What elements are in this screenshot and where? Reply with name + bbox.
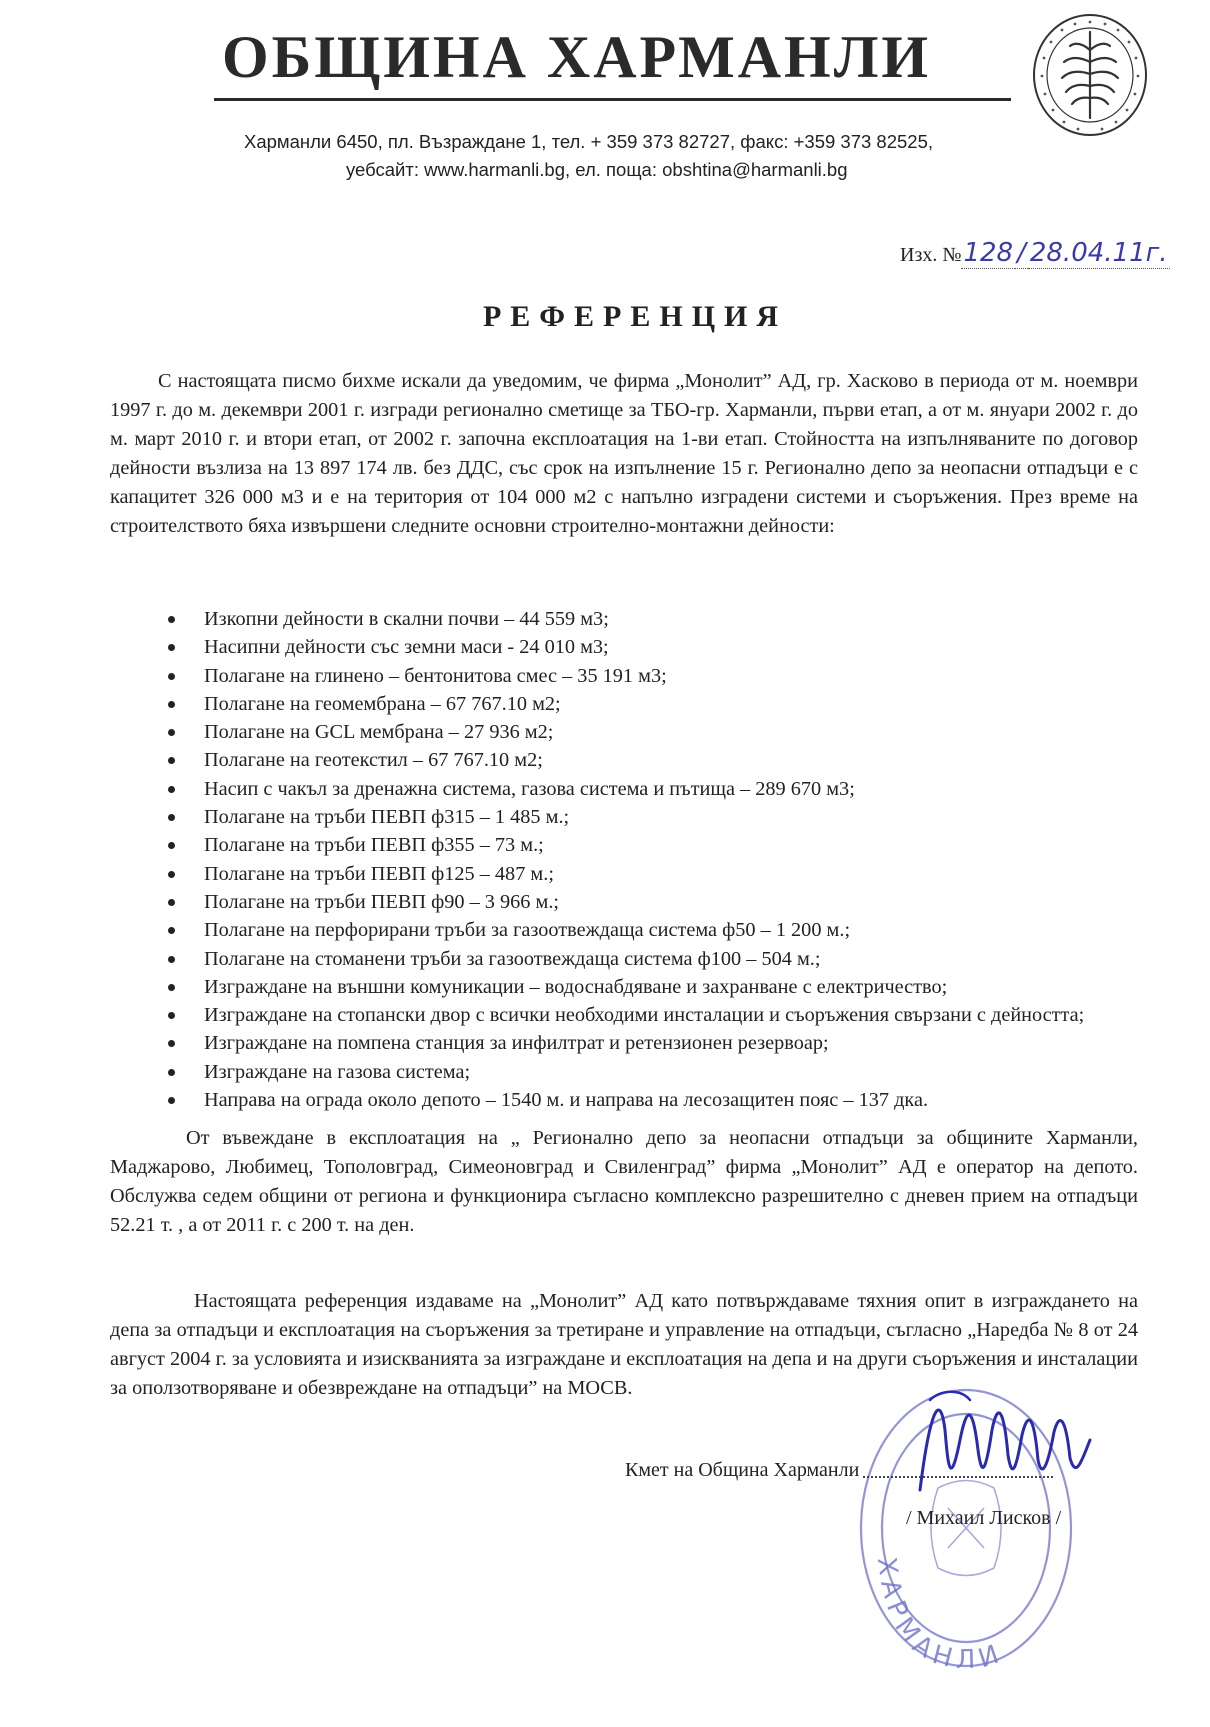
stamp-text: ХАРМАНЛИ bbox=[870, 1555, 1009, 1676]
bullet-icon bbox=[168, 1069, 175, 1076]
list-item: Насипни дейности със земни маси - 24 010 м3; bbox=[164, 633, 1139, 661]
list-item: Изграждане на газова система; bbox=[164, 1058, 1139, 1086]
bullet-icon bbox=[168, 871, 175, 878]
document-title: РЕФЕРЕНЦИЯ bbox=[482, 300, 788, 333]
list-item: Изграждане на помпена станция за инфилтрат и ретензионен резервоар; bbox=[164, 1029, 1139, 1057]
list-item: Изкопни дейности в скални почви – 44 559 м3; bbox=[164, 605, 1139, 633]
bullet-icon bbox=[168, 757, 175, 764]
intro-paragraph: С настоящата писмо бихме искали да уведомим, че фирма „Монолит” АД, гр. Хасково в периода от м. ноември 1997 г. до м. декември 2001 г. изгради регионално сметище за ТБО-гр. Харманли, първи етап, а от м. януари 2002 г. до м. март 2010 г. и втори етап, от 2002 г. започна експлоатация на 1-ви етап. Стойността на изпълняваните по договор дейности възлиза на 13 897 174 лв. без ДДС, със срок на изпълнение 15 г. Регионално депо за неопасни отпадъци е с капацитет 326 000 м3 и е на територия от 104 000 м2 с напълно изградени системи и съоръжения. През време на строителството бяха извършени следните основни строително-монтажни дейности: bbox=[110, 370, 1138, 537]
list-item: Насип с чакъл за дренажна система, газова система и пътища – 289 670 м3; bbox=[164, 775, 1139, 803]
outgoing-separator: / bbox=[1017, 238, 1026, 268]
municipality-seal-icon bbox=[1030, 10, 1150, 140]
web-email-line: уебсайт: www.harmanli.bg, ел. поща: obshtina@harmanli.bg bbox=[346, 159, 848, 180]
signature-dotted-line bbox=[863, 1476, 1053, 1478]
bullet-icon bbox=[168, 673, 175, 680]
list-item: Полагане на тръби ПЕВП ф90 – 3 966 м.; bbox=[164, 888, 1139, 916]
signatory-line bbox=[625, 1459, 1053, 1482]
bullet-icon bbox=[168, 1012, 175, 1019]
list-item: Изграждане на стопански двор с всички необходими инсталации и съоръжения свързани с дейността; bbox=[164, 1001, 1139, 1029]
conclusion-paragraph: Настоящата референция издаваме на „Монолит” АД като потвърждаваме тяхния опит в изграждането на депа за отпадъци и експлоатация на съоръжения за третиране и управление на отпадъци, съгласно „Наредба № 8 от 24 август 2004 г. за условията и изискванията за изграждане и експлоатация на депа и на други съоръжения и инсталации за оползотворяване и обезвреждане на отпадъци” на МОСВ. bbox=[110, 1290, 1138, 1399]
svg-text:ХАРМАНЛИ bbox=[871, 1555, 1008, 1675]
bullet-icon bbox=[168, 729, 175, 736]
activities-list bbox=[164, 605, 1139, 1114]
list-item: Полагане на GCL мембрана – 27 936 м2; bbox=[164, 718, 1139, 746]
bullet-icon bbox=[168, 842, 175, 849]
municipality-name: ОБЩИНА ХАРМАНЛИ bbox=[222, 24, 932, 90]
list-item: Направа на ограда около депото – 1540 м. и направа на лесозащитен пояс – 137 дка. bbox=[164, 1086, 1139, 1114]
outgoing-handwritten-number: 128 bbox=[963, 238, 1014, 268]
operation-paragraph: От въвеждане в експлоатация на „ Регионално депо за неопасни отпадъци за общините Харманли, Маджарово, Любимец, Тополовград, Симеоновград и Свиленград” фирма „Монолит” АД е оператор на депото. Обслужва седем общини от региона и функционира съгласно комплексно разрешително с дневен прием на отпадъци 52.21 т. , а от 2011 г. с 200 т. на ден. bbox=[110, 1127, 1138, 1236]
bullet-icon bbox=[168, 786, 175, 793]
contact-block bbox=[230, 128, 1020, 184]
address-line: Харманли 6450, пл. Възраждане 1, тел. + 359 373 82727, факс: +359 373 82525, bbox=[244, 131, 934, 152]
bullet-icon bbox=[168, 1040, 175, 1047]
list-item: Полагане на тръби ПЕВП ф125 – 487 м.; bbox=[164, 860, 1139, 888]
bullet-icon bbox=[168, 927, 175, 934]
bullet-icon bbox=[168, 899, 175, 906]
list-item: Полагане на тръби ПЕВП ф315 – 1 485 м.; bbox=[164, 803, 1139, 831]
list-item: Изграждане на външни комуникации – водоснабдяване и захранване с електричество; bbox=[164, 973, 1139, 1001]
list-item: Полагане на тръби ПЕВП ф355 – 73 м.; bbox=[164, 831, 1139, 859]
outgoing-number bbox=[900, 238, 1170, 268]
list-item: Полагане на перфорирани тръби за газоотвеждаща система ф50 – 1 200 м.; bbox=[164, 916, 1139, 944]
list-item: Полагане на стоманени тръби за газоотвеждаща система ф100 – 504 м.; bbox=[164, 945, 1139, 973]
bullet-icon bbox=[168, 956, 175, 963]
mayor-position-label: Кмет на Община Харманли bbox=[625, 1459, 860, 1481]
list-item: Полагане на геотекстил – 67 767.10 м2; bbox=[164, 746, 1139, 774]
header-divider bbox=[214, 98, 1011, 101]
bullet-icon bbox=[168, 616, 175, 623]
list-item: Полагане на глинено – бентонитова смес – 35 191 м3; bbox=[164, 662, 1139, 690]
bullet-icon bbox=[168, 814, 175, 821]
outgoing-handwritten-date: 28.04.11г. bbox=[1029, 238, 1168, 268]
handwritten-signature-icon bbox=[900, 1370, 1100, 1520]
list-item: Полагане на геомембрана – 67 767.10 м2; bbox=[164, 690, 1139, 718]
bullet-icon bbox=[168, 984, 175, 991]
bullet-icon bbox=[168, 701, 175, 708]
outgoing-label: Изх. № bbox=[900, 244, 962, 266]
bullet-icon bbox=[168, 644, 175, 651]
bullet-icon bbox=[168, 1097, 175, 1104]
signer-name: / Михаил Лисков / bbox=[906, 1507, 1062, 1529]
